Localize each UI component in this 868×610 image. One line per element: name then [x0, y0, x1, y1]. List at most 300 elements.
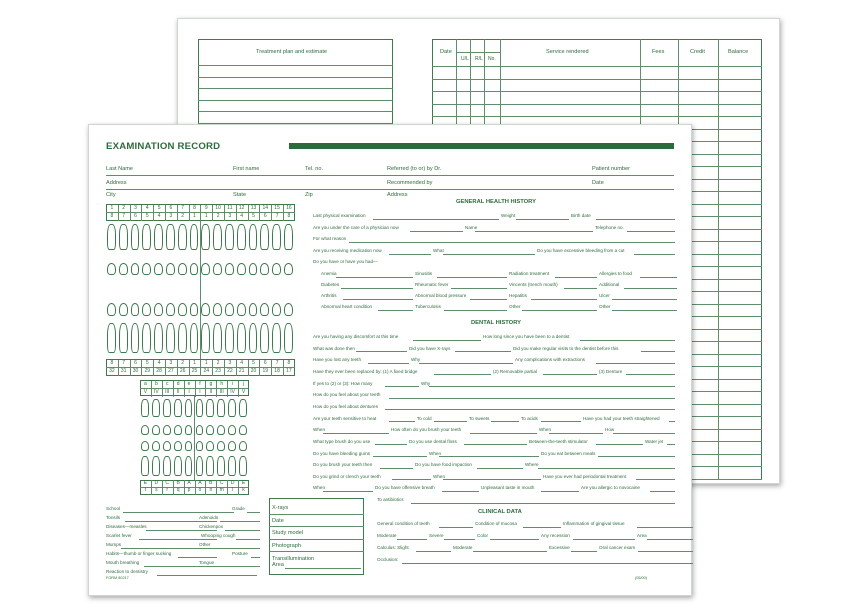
primary-letter-upper: B [209, 480, 213, 486]
grid-divider [151, 389, 152, 397]
upper-quadrant-number: 4 [240, 213, 244, 219]
clinical-question-line [444, 539, 475, 540]
gh-question-line [516, 219, 569, 220]
grid-divider [153, 213, 154, 221]
upper-tooth-number: 9 [204, 205, 208, 211]
clinical-question-line [638, 551, 693, 552]
primary-letter-lower: o [198, 487, 202, 493]
ledger-header-line [432, 66, 762, 67]
primary-lower-occlusal [196, 441, 204, 451]
grid-divider [271, 213, 272, 221]
upper-tooth-occlusal [119, 263, 128, 275]
dh-question-line [434, 374, 491, 375]
upper-quadrant-number: 2 [216, 213, 220, 219]
grid-divider [238, 381, 239, 389]
upper-tooth-number: 4 [145, 205, 149, 211]
primary-roman: III [219, 389, 224, 395]
dh-question: Do you have bleeding gums [313, 450, 370, 456]
clinical-question: Occlusion: [377, 557, 399, 562]
gh-question: Are you receiving medication now [313, 248, 382, 253]
childhood-line [157, 575, 257, 576]
primary-lower-occlusal [228, 441, 236, 451]
lower-tooth-number: 19 [262, 368, 269, 374]
grid-divider [212, 213, 213, 221]
grid-divider [130, 360, 131, 368]
primary-upper-tooth [141, 399, 149, 417]
condition-line [612, 299, 677, 300]
primary-upper-occlusal [163, 425, 171, 435]
xray-line [269, 539, 364, 540]
dh-question-line [477, 468, 523, 469]
lower-quadrant-number: 8 [287, 360, 291, 366]
childhood-label: Mumps [106, 542, 122, 547]
upper-tooth [131, 224, 140, 250]
upper-quadrant-number: 7 [122, 213, 126, 219]
grid-divider [189, 368, 190, 376]
grid-divider [184, 487, 185, 495]
primary-letter: g [209, 381, 213, 387]
upper-tooth-number: 7 [181, 205, 185, 211]
gh-question-line [596, 219, 676, 220]
grid-divider [184, 389, 185, 397]
upper-tooth [201, 224, 210, 250]
col-ul: U/L [461, 56, 469, 62]
upper-tooth-occlusal [237, 263, 246, 275]
condition: Diabetes [321, 282, 340, 287]
condition: Additional [599, 282, 620, 287]
xray-line [269, 551, 364, 552]
primary-lower-tooth [206, 456, 214, 476]
primary-letter: f [199, 381, 201, 387]
dh-question-line [380, 468, 413, 469]
grid-divider [141, 368, 142, 376]
upper-tooth-number: 14 [262, 205, 269, 211]
primary-lower-tooth [239, 456, 247, 476]
primary-letter-upper: C [165, 480, 170, 486]
primary-lower-occlusal [152, 441, 160, 451]
grid-divider [236, 213, 237, 221]
childhood-label-right: Other [199, 542, 211, 547]
condition-line [378, 310, 413, 311]
childhood-label: School [106, 506, 121, 511]
lower-tooth [119, 323, 128, 353]
lower-tooth [201, 323, 210, 353]
dh-question-line [455, 351, 511, 352]
lower-tooth-occlusal [272, 303, 281, 316]
childhood-label: Tonsils [106, 515, 121, 520]
grid-divider [165, 205, 166, 213]
dh-question: Why [421, 380, 431, 386]
examination-record-sheet [88, 124, 692, 596]
dh-question: Are your teeth sensitive to heat [313, 415, 377, 421]
upper-tooth [284, 224, 293, 250]
lower-tooth-number: 17 [286, 368, 292, 374]
dh-question-line [549, 433, 603, 434]
dh-question-line [368, 363, 409, 364]
grid-divider [283, 205, 284, 213]
treatment-plan-title: Treatment plan and estimate [256, 49, 327, 55]
upper-tooth [119, 224, 128, 250]
clinical-question: Inflammation of gingival tissue [563, 521, 625, 526]
clinical-question: Any recession [541, 533, 570, 538]
primary-letter: a [144, 381, 147, 387]
grid-divider [130, 213, 131, 221]
dh-question: Do you have offensive breath [375, 485, 435, 491]
lower-tooth-number: 21 [238, 368, 245, 374]
upper-quadrant-number: 1 [204, 213, 208, 219]
grid-divider [153, 205, 154, 213]
gh-question: Do you have excessive bleeding from a cut [537, 248, 625, 253]
lower-tooth [166, 323, 175, 353]
lower-tooth-number: 25 [191, 368, 198, 374]
upper-tooth [272, 224, 281, 250]
grid-divider [216, 381, 217, 389]
lower-tooth-number: 23 [215, 368, 221, 374]
primary-letter: b [154, 381, 158, 387]
upper-tooth-occlusal [107, 263, 116, 275]
clinical-question: Moderate [453, 545, 473, 550]
upper-tooth-occlusal [260, 263, 269, 275]
upper-tooth-number: 16 [286, 205, 292, 211]
dh-question-line [411, 503, 675, 504]
dh-question-line [543, 374, 597, 375]
dh-question: What was done then [313, 345, 355, 351]
grid-divider [173, 381, 174, 389]
primary-lower-tooth [152, 456, 160, 476]
upper-tooth-occlusal [178, 263, 187, 275]
primary-lower-tooth [185, 456, 193, 476]
grid-divider [118, 205, 119, 213]
primary-lower-tooth [163, 456, 171, 476]
clinical-question-line [637, 527, 693, 528]
condition-line [470, 299, 507, 300]
clinical-question: Moderate [377, 533, 397, 538]
dh-question: Are you having any discomfort at this time [313, 334, 399, 339]
childhood-label: Mouth breathing [106, 560, 140, 565]
primary-letter: e [187, 381, 191, 387]
grid-divider [165, 213, 166, 221]
primary-upper-occlusal [217, 425, 225, 435]
xray-label: Transillumination [272, 556, 315, 562]
lower-quadrant-number: 4 [240, 360, 244, 366]
dh-question: How often do you brush your teeth [391, 427, 462, 433]
dh-question: Unpleasant taste in mouth [481, 485, 535, 491]
lower-quadrant-number: 3 [169, 360, 173, 366]
grid-divider [184, 381, 185, 389]
form-number: FORM 80217 [106, 576, 129, 580]
clinical-question-line [416, 551, 451, 552]
grid-divider [236, 360, 237, 368]
grid-divider [162, 487, 163, 495]
dh-question: Any complications with extractions [515, 357, 585, 363]
form-title: EXAMINATION RECORD [106, 141, 221, 152]
clinical-question: Calculus: Slight [377, 545, 409, 550]
dh-question-line [667, 444, 675, 445]
lower-quadrant-number: 5 [145, 360, 149, 366]
primary-letter: i [232, 381, 234, 387]
form-revision: (05/00) [635, 576, 648, 580]
row2-line [106, 189, 674, 190]
primary-roman: V [143, 389, 148, 395]
gh-question: Telephone no. [595, 225, 624, 230]
condition-line [437, 277, 507, 278]
dh-question-line [538, 468, 675, 469]
grid-divider [153, 368, 154, 376]
upper-tooth [190, 224, 199, 250]
primary-letter-upper: D [154, 480, 159, 486]
lower-quadrant-number: 3 [228, 360, 232, 366]
upper-tooth [166, 224, 175, 250]
condition: Abnormal heart condition [321, 304, 373, 309]
grid-divider [248, 368, 249, 376]
gh-question-line [443, 254, 535, 255]
dh-question: To sweets [469, 415, 490, 421]
general-health-title: GENERAL HEALTH HISTORY [456, 199, 536, 205]
lower-tooth-occlusal [142, 303, 151, 316]
condition: Rheumatic fever [415, 282, 449, 287]
upper-quadrant-number: 6 [134, 213, 137, 219]
grid-divider [259, 205, 260, 213]
primary-letter-upper: E [241, 480, 246, 486]
condition-line [341, 288, 413, 289]
lower-quadrant-number: 1 [193, 360, 196, 366]
grid-divider [165, 368, 166, 376]
lower-tooth-number: 24 [203, 368, 210, 374]
dh-question-line [439, 456, 539, 457]
grid-divider [118, 213, 119, 221]
grid-divider [283, 360, 284, 368]
upper-tooth-number: 13 [250, 205, 257, 211]
childhood-line [220, 521, 260, 522]
upper-quadrant-number: 1 [193, 213, 196, 219]
dh-question-line [413, 340, 481, 341]
lower-quadrant-number: 2 [216, 360, 220, 366]
dh-question-line [636, 479, 675, 480]
dh-question-line [541, 491, 579, 492]
dh-question-line [470, 433, 537, 434]
lower-tooth [249, 323, 258, 353]
lower-tooth [213, 323, 222, 353]
label-referred-by: Referred (to or) by Dr. [387, 166, 442, 172]
grid-divider [212, 368, 213, 376]
condition: Allergies to food [599, 271, 632, 276]
primary-letter-lower: k [242, 487, 245, 493]
gh-question-line [389, 254, 431, 255]
condition: Anemia [321, 271, 337, 276]
dh-question-line [434, 421, 467, 422]
dh-question: Have they ever been replaced by: (1) A fixed bridge [313, 368, 418, 374]
grid-divider [236, 368, 237, 376]
condition-line [336, 277, 413, 278]
grid-divider [118, 368, 119, 376]
label-tel-no: Tel. no. [305, 166, 324, 172]
dh-question: Where [525, 462, 539, 468]
lower-tooth [272, 323, 281, 353]
grid-divider [173, 487, 174, 495]
primary-upper-occlusal [196, 425, 204, 435]
dh-question: How do you feel about your teeth [313, 392, 381, 398]
grid-divider [189, 213, 190, 221]
dh-question-line [464, 444, 527, 445]
xray-line [285, 568, 361, 569]
lower-quadrant-number: 7 [122, 360, 126, 366]
dh-question: Water jet [645, 438, 664, 444]
lower-tooth [142, 323, 151, 353]
grid-divider [283, 213, 284, 221]
lower-tooth-occlusal [119, 303, 128, 316]
primary-letter-upper: A [198, 480, 202, 486]
upper-quadrant-number: 6 [263, 213, 267, 219]
condition-line [640, 277, 677, 278]
grid-divider [224, 205, 225, 213]
col-balance: Balance [728, 49, 749, 55]
upper-tooth-number: 1 [110, 205, 114, 211]
grid-divider [177, 213, 178, 221]
grid-divider [205, 389, 206, 397]
label-state: State [233, 192, 247, 198]
upper-tooth [225, 224, 234, 250]
upper-tooth [154, 224, 163, 250]
treatment-plan-line [198, 88, 393, 89]
lower-tooth-occlusal [131, 303, 140, 316]
primary-roman: V [241, 389, 246, 395]
xray-line [269, 514, 364, 515]
condition-line [555, 277, 597, 278]
grid-divider [271, 205, 272, 213]
upper-quadrant-number: 5 [145, 213, 149, 219]
primary-upper-tooth [239, 399, 247, 417]
childhood-label-right: Grade [232, 506, 245, 511]
lower-tooth-number: 28 [156, 368, 162, 374]
xray-label: Photograph [272, 543, 301, 549]
upper-tooth-number: 10 [215, 205, 221, 211]
lower-tooth-number: 29 [144, 368, 151, 374]
primary-roman: II [209, 389, 213, 395]
label-last-name: Last Name [106, 166, 134, 172]
upper-quadrant-number: 7 [275, 213, 279, 219]
upper-tooth [178, 224, 187, 250]
condition: Tuberculosis [415, 304, 441, 309]
dh-question-line [356, 351, 407, 352]
treatment-plan-line [198, 77, 393, 78]
grid-divider [130, 205, 131, 213]
dh-question: Do you eat between meals [541, 450, 596, 456]
primary-upper-occlusal [174, 425, 182, 435]
lower-tooth-occlusal [284, 303, 293, 316]
lower-quadrant-number: 6 [134, 360, 137, 366]
grid-divider [212, 360, 213, 368]
primary-lower-occlusal [206, 441, 214, 451]
dh-question-line [613, 433, 675, 434]
grid-divider [227, 487, 228, 495]
xray-label: X-rays [272, 505, 289, 511]
dh-question-line [442, 491, 479, 492]
primary-lower-occlusal [141, 441, 149, 451]
dh-question: When [433, 473, 446, 479]
treatment-plan-line [198, 111, 393, 112]
clinical-question-line [473, 551, 547, 552]
primary-roman: II [176, 389, 180, 395]
upper-tooth-occlusal [201, 263, 210, 275]
gh-question-line [475, 231, 593, 232]
grid-divider [224, 360, 225, 368]
clinical-question-line [490, 539, 539, 540]
dh-question-line [491, 421, 519, 422]
lower-tooth-occlusal [237, 303, 246, 316]
dental-history-title: DENTAL HISTORY [471, 320, 522, 326]
primary-letter-lower: s [155, 487, 158, 493]
upper-tooth-number: 5 [157, 205, 161, 211]
lower-tooth-occlusal [166, 303, 175, 316]
grid-divider [195, 381, 196, 389]
primary-letter-upper: E [143, 480, 148, 486]
primary-upper-occlusal [141, 425, 149, 435]
childhood-label-right: Tongue [199, 560, 215, 565]
upper-tooth-number: 8 [193, 205, 196, 211]
dh-question-line [385, 409, 676, 410]
dh-question-line [596, 363, 675, 364]
condition: Other [599, 304, 611, 309]
dh-question: To antibiotics [377, 497, 404, 503]
gh-question-line [627, 231, 675, 232]
lower-tooth [284, 323, 293, 353]
condition: Hepatitis [509, 293, 527, 298]
title-bar [289, 143, 674, 149]
primary-letter: c [165, 381, 169, 387]
upper-tooth-number: 6 [169, 205, 173, 211]
childhood-line [146, 530, 217, 531]
clinical-question-line [571, 551, 597, 552]
lower-tooth-number: 26 [179, 368, 186, 374]
upper-tooth-occlusal [142, 263, 151, 275]
gh-question: Name [465, 225, 478, 230]
childhood-line [236, 539, 260, 540]
grid-divider [248, 213, 249, 221]
ledger-col-divider [718, 39, 719, 479]
dh-question-line [598, 456, 675, 457]
dh-question-line [389, 398, 675, 399]
lower-quadrant-number: 1 [204, 360, 208, 366]
clinical-question-line [397, 539, 427, 540]
primary-letter-lower: l [232, 487, 234, 493]
primary-upper-tooth [196, 399, 204, 417]
lower-quadrant-number: 2 [181, 360, 185, 366]
upper-tooth-number: 2 [122, 205, 126, 211]
condition-line [531, 299, 597, 300]
dh-question: Why [411, 357, 421, 363]
xray-label: Study model [272, 530, 304, 536]
xray-label: Date [272, 518, 284, 524]
xray-line [269, 526, 364, 527]
gh-question: Do you have or have you had— [313, 259, 378, 264]
grid-divider [141, 360, 142, 368]
childhood-label: Diseases—measles [106, 524, 147, 529]
upper-quadrant-number: 5 [252, 213, 255, 219]
lower-tooth [190, 323, 199, 353]
condition-line [612, 310, 677, 311]
primary-upper-tooth [228, 399, 236, 417]
upper-tooth-occlusal [272, 263, 281, 275]
primary-letter: d [176, 381, 180, 387]
grid-divider [259, 360, 260, 368]
condition: Ulcer [599, 293, 610, 298]
lower-tooth-number: 32 [109, 368, 115, 374]
grid-divider [195, 487, 196, 495]
grid-divider [162, 381, 163, 389]
childhood-line [121, 548, 218, 549]
dh-question: Have you had your teeth straightened [583, 415, 660, 421]
dh-question-line [596, 444, 643, 445]
